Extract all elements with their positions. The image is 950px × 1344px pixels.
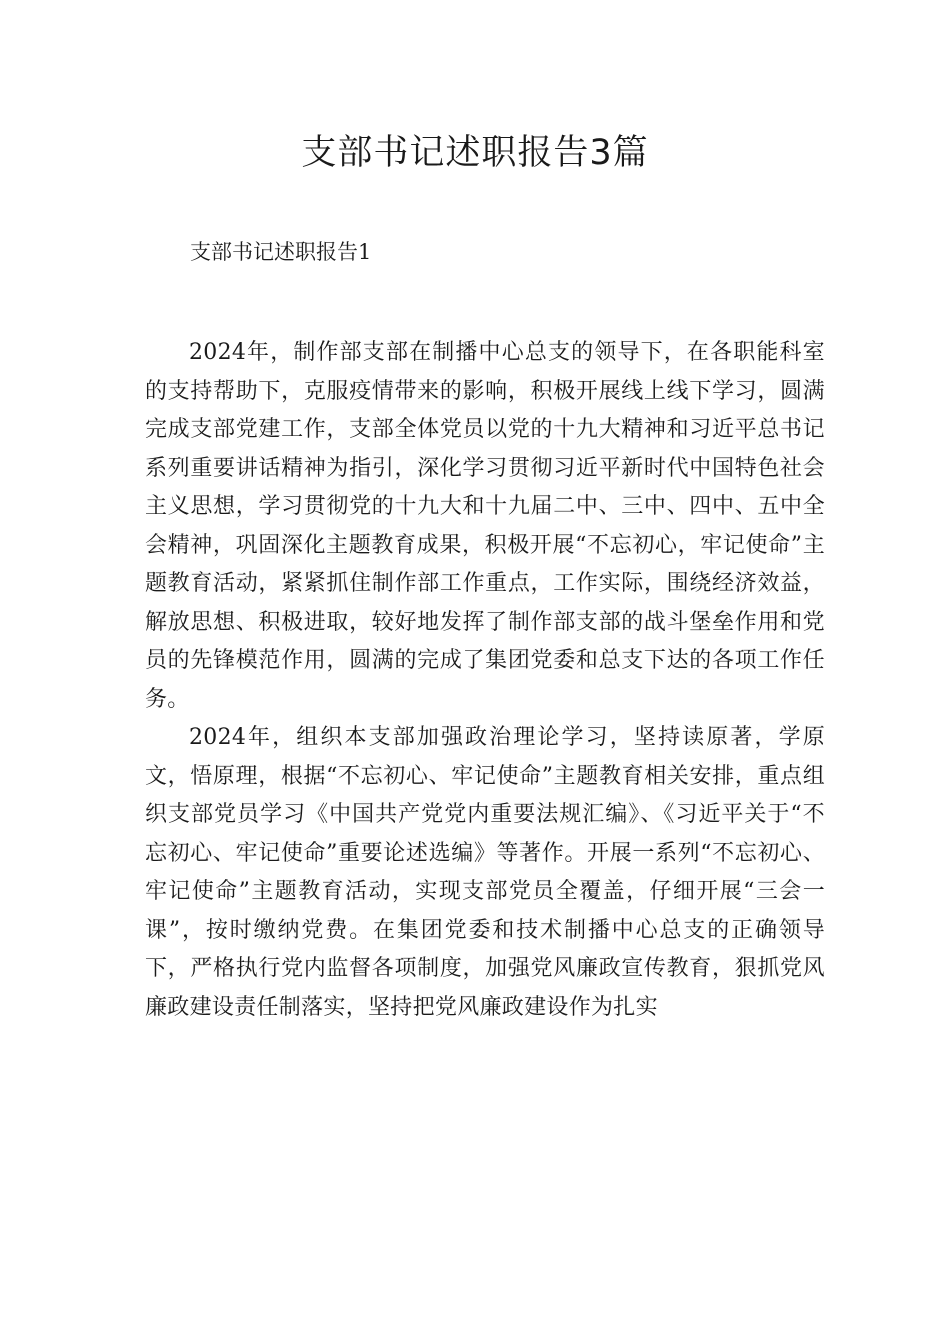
document-body	[145, 334, 825, 1027]
document-title: 支部书记述职报告3篇	[301, 133, 649, 173]
paragraph-1: 2024年，制作部支部在制播中心总支的领导下，在各职能科室的支持帮助下，克服疫情带来的影响，积极开展线上线下学习，圆满完成支部党建工作，支部全体党员以党的十九大精神和习近平总书记系列重要讲话精神为指引，深化学习贯彻习近平新时代中国特色社会主义思想，学习贯彻党的十九大和十九届二中、三中、四中、五中全会精神，巩固深化主题教育成果，积极开展“不忘初心，牢记使命”主题教育活动，紧紧抓住制作部工作重点，工作实际，围绕经济效益，解放思想、积极进取，较好地发挥了制作部支部的战斗堡垒作用和党员的先锋模范作用，圆满的完成了集团党委和总支下达的各项工作任务。	[145, 340, 825, 712]
section-heading: 支部书记述职报告1	[190, 240, 372, 264]
paragraph-2: 2024年，组织本支部加强政治理论学习，坚持读原著，学原文，悟原理，根据“不忘初心、牢记使命”主题教育相关安排，重点组织支部党员学习《中国共产党党内重要法规汇编》、《习近平关于“不忘初心、牢记使命”重要论述选编》等著作。开展一系列“不忘初心、牢记使命”主题教育活动，实现支部党员全覆盖，仔细开展“三会一课”，按时缴纳党费。在集团党委和技术制播中心总支的正确领导下，严格执行党内监督各项制度，加强党风廉政宣传教育，狠抓党风廉政建设责任制落实，坚持把党风廉政建设作为扎实	[145, 725, 825, 1020]
